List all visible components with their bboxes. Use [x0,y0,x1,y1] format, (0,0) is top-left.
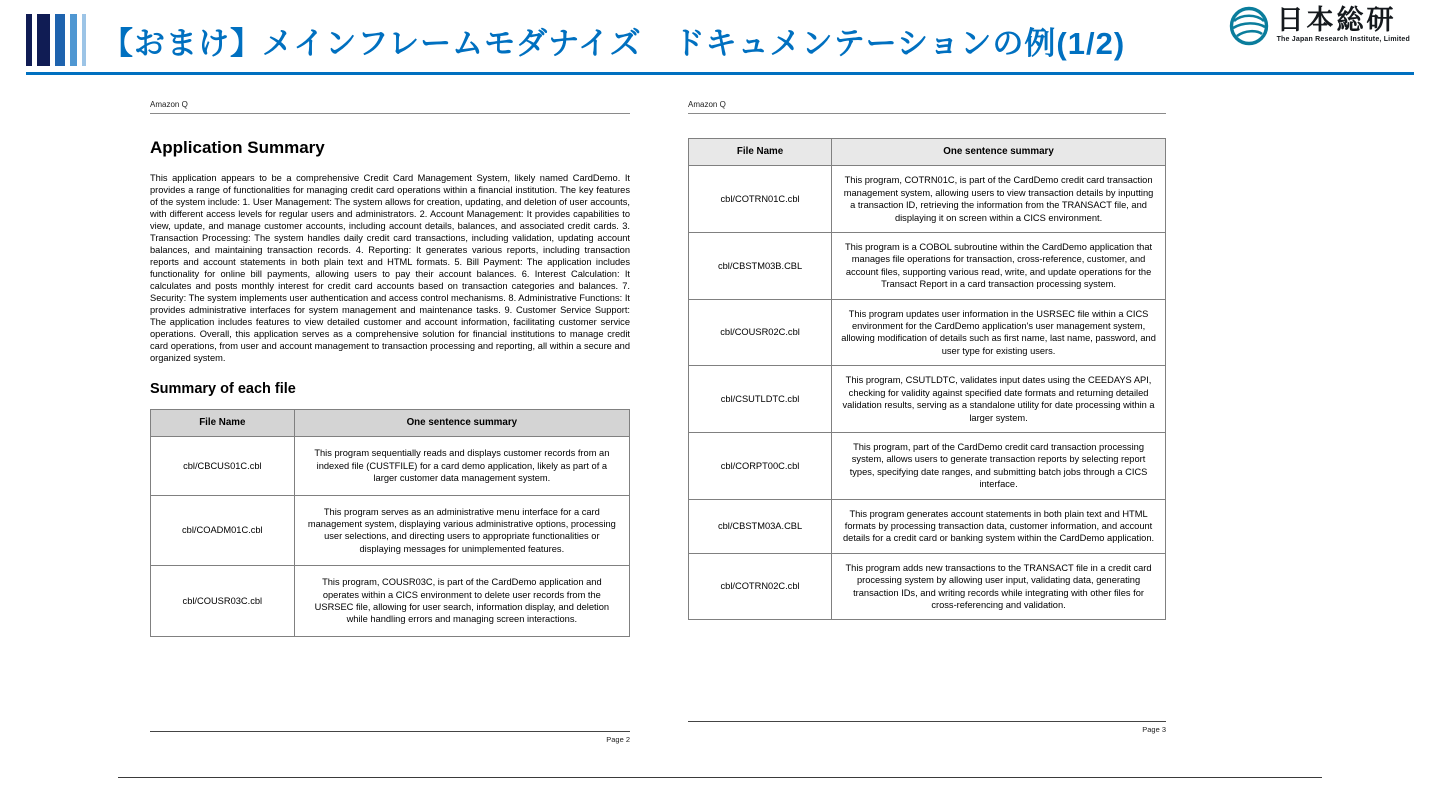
application-summary-heading: Application Summary [150,138,325,157]
document-page-right [688,100,1166,734]
slide-bottom-divider [118,777,1322,778]
summary-cell: This program, part of the CardDemo credit card transaction processing system, allows users to generate transaction reports by selecting report types, specifying date ranges, and submitting batch jobs through a CICS interface. [832,432,1166,499]
jri-logo-name: 日本総研 [1276,5,1397,35]
table-row [151,566,630,637]
table-row [689,432,1166,499]
jri-logo [1229,6,1410,51]
summary-cell: This program, CSUTLDTC, validates input dates using the CEEDAYS API, checking for validity against specified date formats and returning detailed validation results, serving as a standalone utility for date processing within a larger system. [832,366,1166,433]
files-table-right [688,138,1166,620]
files-table-left [150,409,630,637]
file-name-cell: cbl/CBSTM03A.CBL [689,499,832,553]
summary-cell: This program serves as an administrative menu interface for a card management system, displaying various administrative options, processing user selections, and directing users to appropriate functionalities or displaying messages for unimplemented features. [294,495,629,566]
table-row [689,233,1166,300]
table-row [689,166,1166,233]
file-name-cell: cbl/CBCUS01C.cbl [151,437,295,495]
page-number: Page 3 [1142,725,1166,734]
file-name-cell: cbl/COUSR03C.cbl [151,566,295,637]
summary-cell: This program adds new transactions to the TRANSACT file in a credit card processing system by allowing user input, validating data, generating transaction IDs, and writing records while integrating with other files for cross-referencing and validation. [832,553,1166,620]
table-header-row [689,139,1166,166]
summary-cell: This program, COTRN01C, is part of the CardDemo credit card transaction management system, allowing users to view transaction details by inputting a transaction ID, retrieving the information from the TRANSACT file, and displaying it on screen within a CICS environment. [832,166,1166,233]
table-header-summary: One sentence summary [294,410,629,437]
jri-globe-icon [1229,6,1269,51]
table-row [689,499,1166,553]
summary-cell: This program updates user information in the USRSEC file within a CICS environment for the CardDemo application's user management system, allowing modification of details such as first name, last name, password, and user type for existing users. [832,299,1166,366]
file-name-cell: cbl/COUSR02C.cbl [689,299,832,366]
jri-logo-text [1277,6,1410,43]
page-footer [150,731,630,744]
summary-of-each-file-heading: Summary of each file [150,381,296,397]
table-row [151,495,630,566]
file-name-cell: cbl/CORPT00C.cbl [689,432,832,499]
table-row [689,366,1166,433]
title-underline [26,72,1414,75]
table-row [151,437,630,495]
page-number: Page 2 [606,735,630,744]
document-page-left [150,100,630,744]
file-name-cell: cbl/CBSTM03B.CBL [689,233,832,300]
summary-cell: This program is a COBOL subroutine within the CardDemo application that manages file operations for transaction, cross-reference, customer, and account files, supporting various read, write, and update operations for the Transact Report in a card transaction processing system. [832,233,1166,300]
file-name-cell: cbl/COTRN01C.cbl [689,166,832,233]
doc-header-divider [688,113,1166,114]
file-name-cell: cbl/COADM01C.cbl [151,495,295,566]
table-row [689,299,1166,366]
summary-cell: This program generates account statements in both plain text and HTML formats by processing transaction data, customer information, and account details for a credit card or banking system within the CardDemo application. [832,499,1166,553]
summary-cell: This program, COUSR03C, is part of the CardDemo application and operates within a CICS environment to delete user records from the USRSEC file, allowing for user search, information display, and deletion while handling errors and managing screen interactions. [294,566,629,637]
jri-bars-icon [26,14,86,66]
file-name-cell: cbl/CSUTLDTC.cbl [689,366,832,433]
file-name-cell: cbl/COTRN02C.cbl [689,553,832,620]
page-footer [688,721,1166,734]
amazon-q-label: Amazon Q [150,100,188,109]
amazon-q-label: Amazon Q [688,100,726,109]
jri-logo-subtitle: The Japan Research Institute, Limited [1276,36,1410,44]
slide-title: 【おまけ】メインフレームモダナイズ ドキュメンテーションの例(1/2) [102,25,1126,61]
doc-header-divider [150,113,630,114]
table-header-file-name: File Name [151,410,295,437]
table-header-file-name: File Name [689,139,832,166]
table-header-row [151,410,630,437]
table-header-summary: One sentence summary [832,139,1166,166]
application-summary-text: This application appears to be a comprehensive Credit Card Management System, likely named CardDemo. It provides a range of functionalities for managing credit card operations within a financial institution. The key features of the system include: 1. User Management: The system allows for creation, updating, and deletion of user accounts, with different access levels for regular users and administrators. 2. Account Management: It provides capabilities to view, update, and manage customer accounts, including account details, balances, and associated credit cards. 3. Transaction Processing: The system handles daily credit card transactions, including validation, updating account balances, and maintaining transaction records. 4. Reporting: It generates various reports, including transaction reports and account statements in both plain text and HTML formats. 5. Bill Payment: The application includes functionality for online bill payments, allowing users to pay their account balances. 6. Interest Calculation: It calculates and posts monthly interest for credit card accounts based on transaction categories and balances. 7. Security: The system implements user authentication and access control mechanisms. 8. Administrative Functions: It provides administrative interfaces for system management and maintenance tasks. 9. Customer Service Support: The application includes features to view detailed customer and account information, facilitating customer service operations. Overall, this application serves as a comprehensive solution for financial institutions to manage credit card operations, from user and account management to transaction processing and reporting, all within a secure and organized system. [150,173,630,363]
summary-cell: This program sequentially reads and displays customer records from an indexed file (CUSTFILE) for a card demo application, likely as part of a larger customer data management system. [294,437,629,495]
slide-header [26,12,1414,68]
table-row [689,553,1166,620]
